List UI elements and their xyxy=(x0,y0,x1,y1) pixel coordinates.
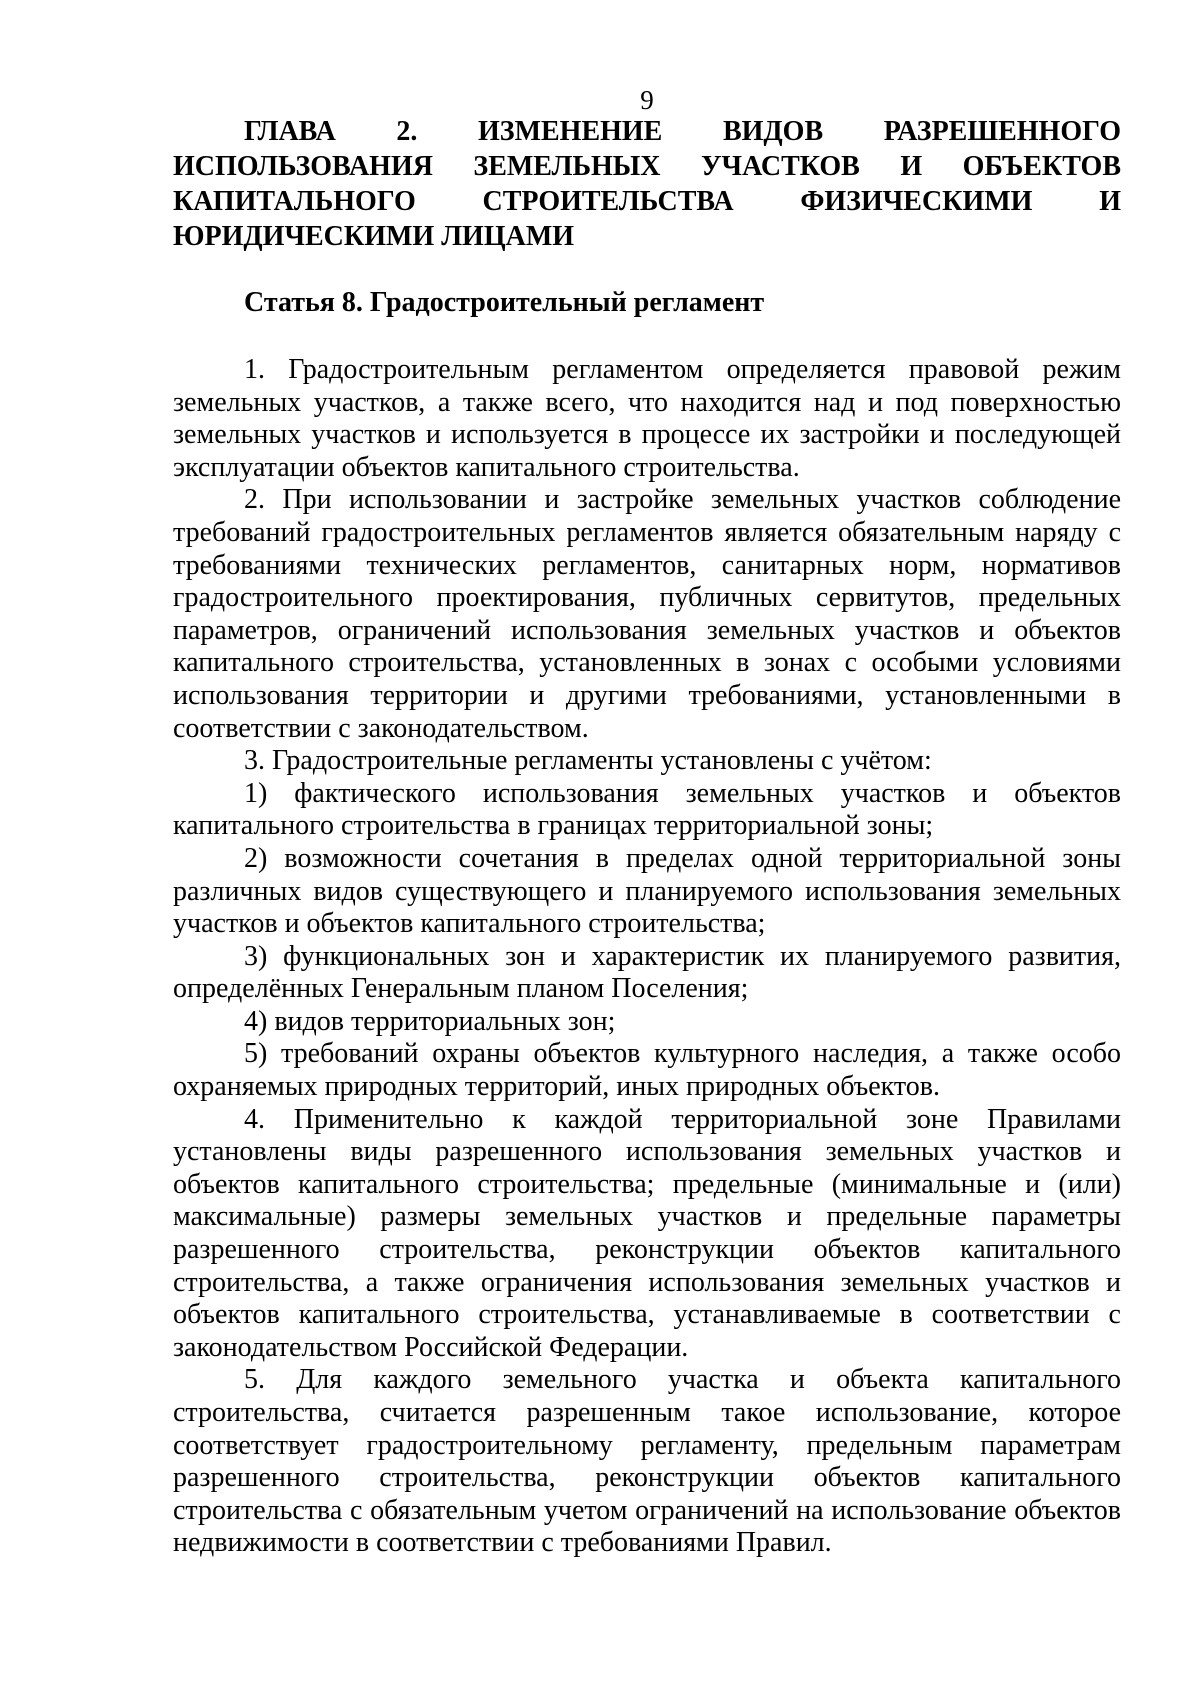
list-item-1: 1) фактического использования земельных участков и объектов капитального строительства в границах территориальной зоны; xyxy=(173,777,1121,842)
paragraph-5: 5. Для каждого земельного участка и объекта капитального строительства, считается разрешенным такое использование, которое соответствует градостроительному регламенту, предельным параметрам разрешенного строительства, реконструкции объектов капитального строительства с обязательным учетом ограничений на использование объектов недвижимости в соответствии с требованиями Правил. xyxy=(173,1364,1121,1559)
list-item-4: 4) видов территориальных зон; xyxy=(244,1005,616,1037)
paragraph-2: 2. При использовании и застройке земельных участков соблюдение требований градостроительных регламентов является обязательным наряду с требованиями технических регламентов, санитарных норм, нормативов градостроительного проектирования, публичных сервитутов, предельных параметров, ограничений использования земельных участков и объектов капитального строительства, установленных в зонах с особыми условиями использования территории и другими требованиями, установленными в соответствии с законодательством. xyxy=(173,484,1121,744)
chapter-title: ГЛАВА 2. ИЗМЕНЕНИЕ ВИДОВ РАЗРЕШЕННОГО ИСПОЛЬЗОВАНИЯ ЗЕМЕЛЬНЫХ УЧАСТКОВ И ОБЪЕКТОВ КАПИТАЛЬНОГО СТРОИТЕЛЬСТВА ФИЗИЧЕСКИМИ И ЮРИДИЧЕСКИМИ ЛИЦАМИ xyxy=(173,116,1121,252)
page-number: 9 xyxy=(640,85,654,115)
list-item-5: 5) требований охраны объектов культурного наследия, а также особо охраняемых природных территорий, иных природных объектов. xyxy=(173,1038,1121,1103)
list-item-3: 3) функциональных зон и характеристик их планируемого развития, определённых Генеральным планом Поселения; xyxy=(173,940,1121,1005)
document-page xyxy=(173,82,1121,1560)
article-title: Статья 8. Градостроительный регламент xyxy=(244,287,765,318)
paragraph-4: 4. Применительно к каждой территориальной зоне Правилами установлены виды разрешенного использования земельных участков и объектов капитального строительства; предельные (минимальные и (или) максимальные) размеры земельных участков и предельные параметры разрешенного строительства, реконструкции объектов капитального строительства, а также ограничения использования земельных участков и объектов капитального строительства, устанавливаемые в соответствии с законодательством Российской Федерации. xyxy=(173,1103,1121,1363)
paragraph-1: 1. Градостроительным регламентом определяется правовой режим земельных участков, а также всего, что находится над и под поверхностью земельных участков и используется в процессе их застройки и последующей эксплуатации объектов капитального строительства. xyxy=(173,354,1121,483)
paragraph-3: 3. Градостроительные регламенты установлены с учётом: xyxy=(244,745,932,777)
article-body xyxy=(173,354,1121,1560)
list-item-2: 2) возможности сочетания в пределах одной территориальной зоны различных видов существующего и планируемого использования земельных участков и объектов капитального строительства; xyxy=(173,842,1121,940)
